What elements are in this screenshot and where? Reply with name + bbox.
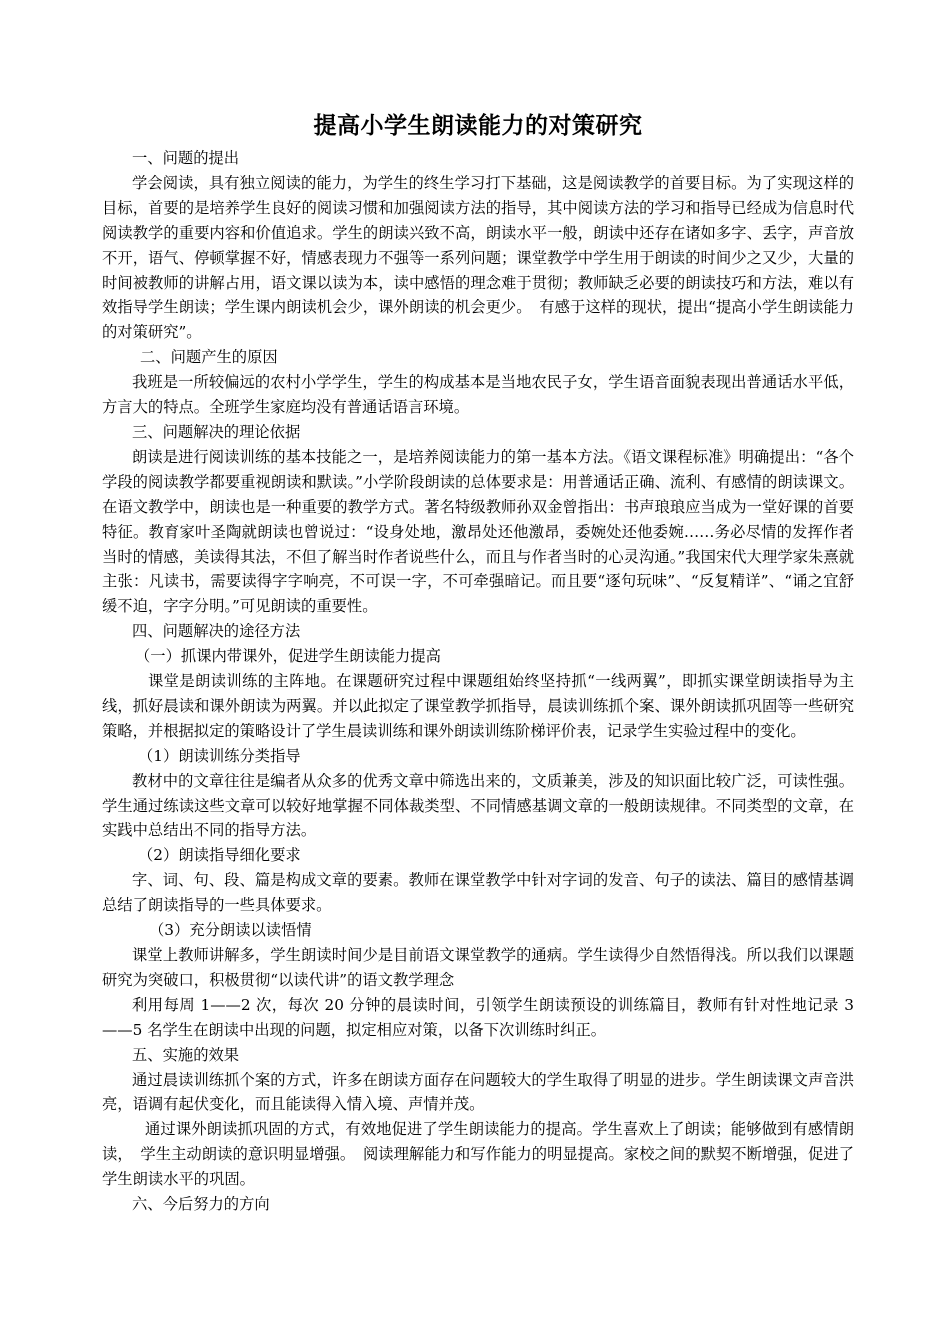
- document-page: [102, 106, 854, 1217]
- subsection-4-1-paragraph: 课堂是朗读训练的主阵地。在课题研究过程中课题组始终坚持抓“一线两翼”，即抓实课堂朗读指导为主线，抓好晨读和课外朗读为两翼。并以此拟定了课堂教学抓指导，晨读训练抓个案、课外朗读抓巩固等一些研究策略，并根据拟定的策略设计了学生晨读训练和课外朗读训练阶梯评价表，记录学生实验过程中的变化。: [102, 672, 854, 740]
- section-2-paragraph: 我班是一所较偏远的农村小学学生，学生的构成基本是当地农民子女，学生语音面貌表现出普通话水平低，方言大的特点。全班学生家庭均没有普通话语言环境。: [102, 373, 854, 417]
- item-heading-3: （3）充分朗读以读悟情: [149, 921, 312, 940]
- section-5-paragraph-1: 通过晨读训练抓个案的方式，许多在朗读方面存在问题较大的学生取得了明显的进步。学生朗读课文声音洪亮，语调有起伏变化，而且能读得入情入境、声情并茂。: [102, 1070, 854, 1114]
- document-title: 提高小学生朗读能力的对策研究: [313, 113, 643, 139]
- section-heading-1: 一、问题的提出: [132, 149, 240, 167]
- item-1-paragraph: 教材中的文章往往是编者从众多的优秀文章中筛选出来的，文质兼美，涉及的知识面比较广泛，可读性强。学生通过练读这些文章可以较好地掌握不同体裁类型、不同情感基调文章的一般朗读规律。不同类型的文章，在实践中总结出不同的指导方法。: [102, 771, 854, 840]
- section-heading-3: 三、问题解决的理论依据: [132, 422, 301, 441]
- item-3-paragraph-2: 利用每周 1——2 次，每次 20 分钟的晨读时间，引领学生朗读预设的训练篇目，教师有针对性地记录 3——5 名学生在朗读中出现的问题，拟定相应对策，以备下次训练时纠正。: [102, 995, 854, 1039]
- section-heading-6: 六、今后努力的方向: [132, 1195, 270, 1214]
- section-heading-5: 五、实施的效果: [132, 1045, 240, 1064]
- section-heading-4: 四、问题解决的途径方法: [132, 622, 301, 641]
- section-heading-2: 二、问题产生的原因: [140, 348, 278, 367]
- item-heading-2: （2）朗读指导细化要求: [138, 846, 301, 865]
- section-1-paragraph: 学会阅读，具有独立阅读的能力，为学生的终生学习打下基础，这是阅读教学的首要目标。为了实现这样的目标，首要的是培养学生良好的阅读习惯和加强阅读方法的指导，其中阅读方法的学习和指导已经成为信息时代阅读教学的重要内容和价值追求。学生的朗读兴致不高，朗读水平一般，朗读中还存在诸如多字、丢字，声音放不开，语气、停顿掌握不好，情感表现力不强等一系列问题；课堂教学中学生用于朗读的时间少之又少，大量的时间被教师的讲解占用，语文课以读为本，读中感悟的理念难于贯彻；教师缺乏必要的朗读技巧和方法，难以有效指导学生朗读；学生课内朗读机会少，课外朗读的机会更少。 有感于这样的现状，提出“提高小学生朗读能力的对策研究”。: [102, 173, 854, 342]
- item-heading-1: （1）朗读训练分类指导: [138, 746, 301, 765]
- item-2-paragraph: 字、词、句、段、篇是构成文章的要素。教师在课堂教学中针对字词的发音、句子的读法、篇目的感情基调总结了朗读指导的一些具体要求。: [102, 871, 854, 915]
- section-3-paragraph: 朗读是进行阅读训练的基本技能之一，是培养阅读能力的第一基本方法。《语文课程标准》明确提出：“各个学段的阅读教学都要重视朗读和默读。”小学阶段朗读的总体要求是：用普通话正确、流利、有感情的朗读课文。在语文教学中，朗读也是一种重要的教学方式。著名特级教师孙双金曾指出：书声琅琅应当成为一堂好课的首要特征。教育家叶圣陶就朗读也曾说过：“设身处地，激昂处还他激昂，委婉处还他委婉……务必尽情的发挥作者当时的情感，美读得其法，不但了解当时作者说些什么，而且与作者当时的心灵沟通。”我国宋代大理学家朱熹就主张：凡读书，需要读得字字响亮，不可误一字，不可牵强暗记。而且要“逐句玩味”、“反复精详”、“诵之宜舒缓不迫，字字分明。”可见朗读的重要性。: [102, 447, 854, 616]
- section-5-paragraph-2: 通过课外朗读抓巩固的方式，有效地促进了学生朗读能力的提高。学生喜欢上了朗读；能够做到有感情朗读， 学生主动朗读的意识明显增强。 阅读理解能力和写作能力的明显提高。家校之间的默契不断增强，促进了学生朗读水平的巩固。: [102, 1120, 854, 1189]
- item-3-paragraph-1: 课堂上教师讲解多，学生朗读时间少是目前语文课堂教学的通病。学生读得少自然悟得浅。所以我们以课题研究为突破口，积极贯彻“以读代讲”的语文教学理念: [102, 946, 854, 989]
- subsection-heading-4-1: （一）抓课内带课外，促进学生朗读能力提高: [135, 647, 441, 666]
